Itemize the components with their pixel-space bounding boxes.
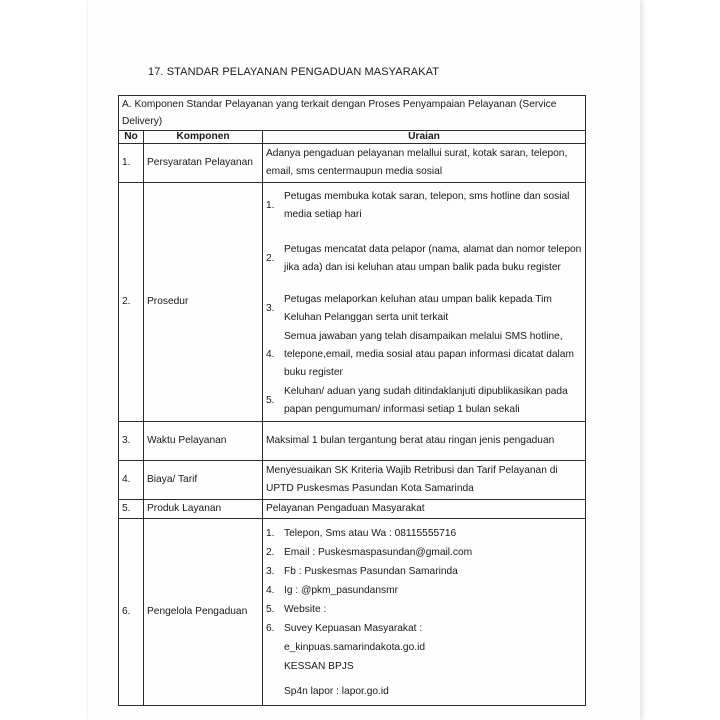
- row-number: 4.: [119, 461, 144, 500]
- service-standard-table: [118, 95, 586, 706]
- document-title: 17. STANDAR PELAYANAN PENGADUAN MASYARAKAT: [148, 66, 440, 78]
- sp4n-text: Sp4n lapor : lapor.go.id: [284, 685, 389, 697]
- step-number: 5.: [266, 395, 275, 406]
- item-text: Fb : Puskesmas Pasundan Samarinda: [284, 565, 458, 577]
- row-number: 1.: [119, 144, 144, 183]
- item-number: 6.: [266, 622, 275, 634]
- column-header-komponen: Komponen: [144, 131, 263, 144]
- item-number: 2.: [266, 546, 275, 558]
- row-number: 2.: [119, 183, 144, 422]
- item-text: Ig : @pkm_pasundansmr: [284, 584, 398, 596]
- procedure-step: [266, 183, 582, 229]
- column-header-uraian: Uraian: [263, 131, 586, 144]
- row-uraian: Menyesuaikan SK Kriteria Wajib Retribusi dan Tarif Pelayanan di UPTD Puskesmas Pasundan Kota Samarinda: [263, 461, 586, 500]
- step-number: 4.: [266, 349, 275, 360]
- contact-item: [266, 562, 582, 581]
- contact-item-extra: [266, 638, 582, 657]
- row-uraian-contacts: [263, 519, 586, 706]
- row-uraian: Pelayanan Pengaduan Masyarakat: [263, 500, 586, 519]
- step-text: Petugas mencatat data pelapor (nama, alamat dan nomor telepon jika ada) dan isi keluhan atau umpan balik pada buku register: [284, 244, 582, 273]
- procedure-step: [266, 289, 582, 329]
- row-komponen: Waktu Pelayanan: [144, 422, 263, 461]
- table-row-produk: [119, 500, 586, 519]
- row-komponen: Prosedur: [144, 183, 263, 422]
- contact-item: [266, 524, 582, 543]
- row-uraian: Adanya pengaduan pelayanan melallui surat, kotak saran, telepon, email, sms centermaupun media sosial: [263, 144, 586, 183]
- procedure-step: [266, 329, 582, 381]
- item-number: 3.: [266, 565, 275, 577]
- contact-item: [266, 619, 582, 638]
- step-number: 1.: [266, 200, 275, 211]
- step-text: Petugas melaporkan keluhan atau umpan balik kepada Tim Keluhan Pelanggan serta unit terkait: [284, 294, 552, 323]
- contact-item-extra: [266, 682, 582, 701]
- item-text: Email : Puskesmaspasundan@gmail.com: [284, 546, 473, 558]
- contact-list: [266, 524, 582, 701]
- procedure-step: [266, 381, 582, 421]
- row-uraian-steps: [263, 183, 586, 422]
- contact-item: [266, 543, 582, 562]
- item-number: 1.: [266, 527, 275, 539]
- item-number: 5.: [266, 603, 275, 615]
- table-row-biaya: [119, 461, 586, 500]
- procedure-list: [266, 183, 582, 421]
- step-number: 3.: [266, 303, 275, 314]
- step-number: 2.: [266, 253, 275, 264]
- row-number: 3.: [119, 422, 144, 461]
- procedure-step: [266, 229, 582, 289]
- contact-item-extra: [266, 657, 582, 676]
- table-row-waktu: [119, 422, 586, 461]
- contact-item: [266, 581, 582, 600]
- row-komponen: Produk Layanan: [144, 500, 263, 519]
- kessan-text: KESSAN BPJS: [284, 660, 354, 672]
- step-text: Keluhan/ aduan yang sudah ditindaklanjuti dipublikasikan pada papan pengumuman/ informasi setiap 1 bulan sekali: [284, 386, 568, 415]
- item-text: Telepon, Sms atau Wa : 08115555716: [284, 527, 457, 539]
- row-uraian: Maksimal 1 bulan tergantung berat atau ringan jenis pengaduan: [263, 422, 586, 461]
- step-text: Semua jawaban yang telah disampaikan melalui SMS hotline, telepone,email, media sosial atau papan informasi dicatat dalam buku register: [284, 331, 574, 378]
- column-header-row: [119, 131, 586, 144]
- row-number: 5.: [119, 500, 144, 519]
- item-text: Suvey Kepuasan Masyarakat :: [284, 622, 423, 634]
- row-number: 6.: [119, 519, 144, 706]
- row-komponen: Biaya/ Tarif: [144, 461, 263, 500]
- item-number: 4.: [266, 584, 275, 596]
- section-header: A. Komponen Standar Pelayanan yang terkait dengan Proses Penyampaian Pelayanan (Service Delivery): [119, 96, 586, 131]
- contact-item: [266, 600, 582, 619]
- table-row-persyaratan: [119, 144, 586, 183]
- step-text: Petugas membuka kotak saran, telepon, sms hotline dan sosial media setiap hari: [284, 191, 570, 220]
- row-komponen: Persyaratan Pelayanan: [144, 144, 263, 183]
- survey-link-text: e_kinpuas.samarindakota.go.id: [284, 641, 426, 653]
- section-header-row: [119, 96, 586, 131]
- table-row-prosedur: [119, 183, 586, 422]
- table-row-pengelola: [119, 519, 586, 706]
- item-text: Website :: [284, 603, 327, 615]
- column-header-no: No: [119, 131, 144, 144]
- row-komponen: Pengelola Pengaduan: [144, 519, 263, 706]
